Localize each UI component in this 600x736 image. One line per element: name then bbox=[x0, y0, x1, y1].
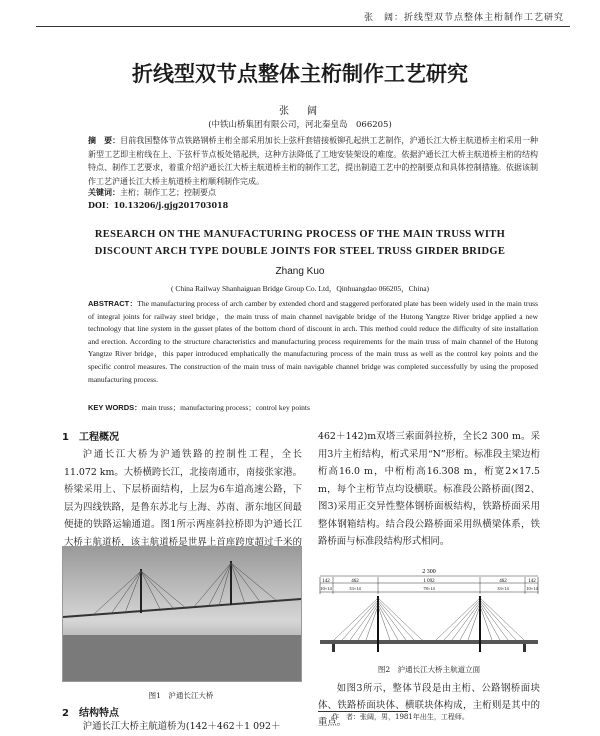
keywords-en-text: main truss；manufacturing process；control key points bbox=[141, 403, 310, 412]
pier bbox=[523, 644, 526, 652]
abstract-cn-text: 目前我国整体节点铁路钢桥主桁全部采用加长上弦杆套错接板铆孔起拱工艺制作，沪通长江大桥主航道桥主桁采用一种新型工艺即主桁线在上、下弦杆节点板处错起拱，这种方法降低了工地安装架设的难度。依据沪通长江大桥主航道桥主桁的结构特点、制作工艺要求，着重介绍沪通长江大桥主航道桥主桁的制作工艺，提出制造工艺中的控制要点和具体控制措施。依据该制作工艺沪通长江大桥主航道桥主桁顺利制作完成。 bbox=[88, 136, 539, 186]
running-head: 张 阔：折线型双节点整体主桁制作工艺研究 bbox=[363, 13, 564, 23]
bridge-photo-illustration bbox=[63, 547, 301, 681]
footnote bbox=[332, 713, 469, 722]
panel-label: 78×14 bbox=[423, 586, 435, 591]
doi: DOI：10.13206/j.gjg201703018 bbox=[88, 200, 229, 210]
elevation-diagram bbox=[318, 566, 540, 658]
keywords-cn bbox=[88, 187, 538, 198]
figure1-caption: 图1 沪通长江大桥 bbox=[148, 691, 214, 700]
span-label: 462 bbox=[499, 579, 507, 584]
abstract-en-text: The manufacturing process of arch camber by extended chord and staggered perforated plate has been widely used in the main truss of integral joints for railway steel bridge，the main truss of main channel navigable bridge of the Hutong Yangtze River bridge applied a new technology that line system in the gusset plates of the bottom chord of discount in arch. This method could reduce the difficulty of site installation and erection. According to the structure characteristics and manufacturing process requirements for the main truss of main channel of the Hutong Yangtze River bridge，this paper introduced emphatically the manufacturing process of the main truss as well as the control key points and the specific control measures. The construction of the main truss of main navigable channel bridge was completed successfully by using the proposed manufacturing process. bbox=[88, 299, 539, 384]
abstract-cn bbox=[88, 134, 538, 188]
figure2-elevation bbox=[318, 566, 540, 658]
abstract-en-label: ABSTRACT： bbox=[88, 299, 138, 308]
span-label: 142 bbox=[322, 579, 330, 584]
span-label: 462 bbox=[351, 579, 359, 584]
right-column-body bbox=[318, 428, 540, 551]
author-en: Zhang Kuo bbox=[275, 266, 325, 277]
section2-heading: 2 结构特点 bbox=[62, 708, 119, 719]
panel-label: 10×14 bbox=[526, 586, 538, 591]
panel-label: 33×14 bbox=[497, 586, 509, 591]
title-en-line1: RESEARCH ON THE MANUFACTURING PROCESS OF THE MAIN TRUSS WITH bbox=[94, 229, 506, 240]
right-column-paragraph: 462＋142)m双塔三索面斜拉桥，全长2 300 m。采用3片主桁结构，桁式采用“N”形桁。标准段主梁边桁桁高16.0 m，中桁桁高16.308 m，桁宽2×17.5 m，每个主桁节点均设横联。标准段公路桥面(图2、图3)采用正交异性整体钢桥面板结构，铁路桥面采用整体钢箱结构。结合段公路桥面采用纵横梁体系，铁路桥面与标准段结构形式相同。 bbox=[318, 431, 540, 547]
keywords-cn-label: 关键词： bbox=[88, 187, 120, 197]
footnote-rule bbox=[318, 711, 408, 712]
panel-label: 33×14 bbox=[349, 586, 361, 591]
panel-label: 10×14 bbox=[320, 586, 332, 591]
right-column-paragraph-2: 如图3所示，整体节段是由主桁、公路钢桥面块体、铁路桥面块体、横联块体构成，主桁则是其中的重点。 bbox=[318, 683, 540, 728]
footnote-author: 作 者：张阔，男，1981年出生，工程师。 bbox=[332, 713, 469, 721]
stay-cables bbox=[334, 598, 524, 640]
figure1-photo bbox=[62, 546, 302, 682]
header-rule bbox=[36, 26, 570, 27]
affiliation-cn: (中铁山桥集团有限公司，河北秦皇岛 066205) bbox=[208, 120, 392, 130]
abstract-cn-label: 摘 要： bbox=[88, 136, 121, 145]
section1-body: 沪通长江大桥为沪通铁路的控制性工程，全长11.072 km。大桥横跨长江，北接南通市，南接张家港。桥梁采用上、下层桥面结构，上层为6车道高速公路，下层为四线铁路，是鲁东苏北与上海、苏南、浙东地区间最便捷的铁路运输通道。图1所示两座斜拉桥即为沪通长江大桥主航道桥，该主航道桥是世界上首座跨度超过千米的 bbox=[64, 449, 302, 548]
abstract-en bbox=[88, 298, 538, 386]
keywords-cn-text: 主桁；制作工艺；控制要点 bbox=[120, 188, 216, 197]
affiliation-en: ( China Railway Shanhaiguan Bridge Group Co. Ltd，Qinhuangdao 066205，China) bbox=[170, 284, 430, 293]
section1-heading: 1 工程概况 bbox=[62, 432, 119, 443]
pier bbox=[332, 644, 335, 652]
title-en bbox=[60, 226, 540, 260]
figure2-caption: 图2 沪通长江大桥主航道立面 bbox=[377, 665, 481, 674]
keywords-en bbox=[88, 402, 538, 413]
title-cn: 折线型双节点整体主桁制作工艺研究 bbox=[132, 62, 468, 86]
span-label: 1 092 bbox=[423, 579, 435, 584]
section2-body: 沪通长江大桥主航道桥为(142＋462＋1 092＋ bbox=[82, 721, 281, 732]
keywords-en-label: KEY WORDS： bbox=[88, 403, 142, 412]
span-label: 142 bbox=[528, 579, 536, 584]
span-total-label: 2 300 bbox=[422, 569, 436, 575]
deck-truss bbox=[320, 640, 538, 644]
author-cn: 张 阔 bbox=[279, 106, 321, 117]
title-en-line2: DISCOUNT ARCH TYPE DOUBLE JOINTS FOR STEEL TRUSS GIRDER BRIDGE bbox=[94, 246, 506, 257]
